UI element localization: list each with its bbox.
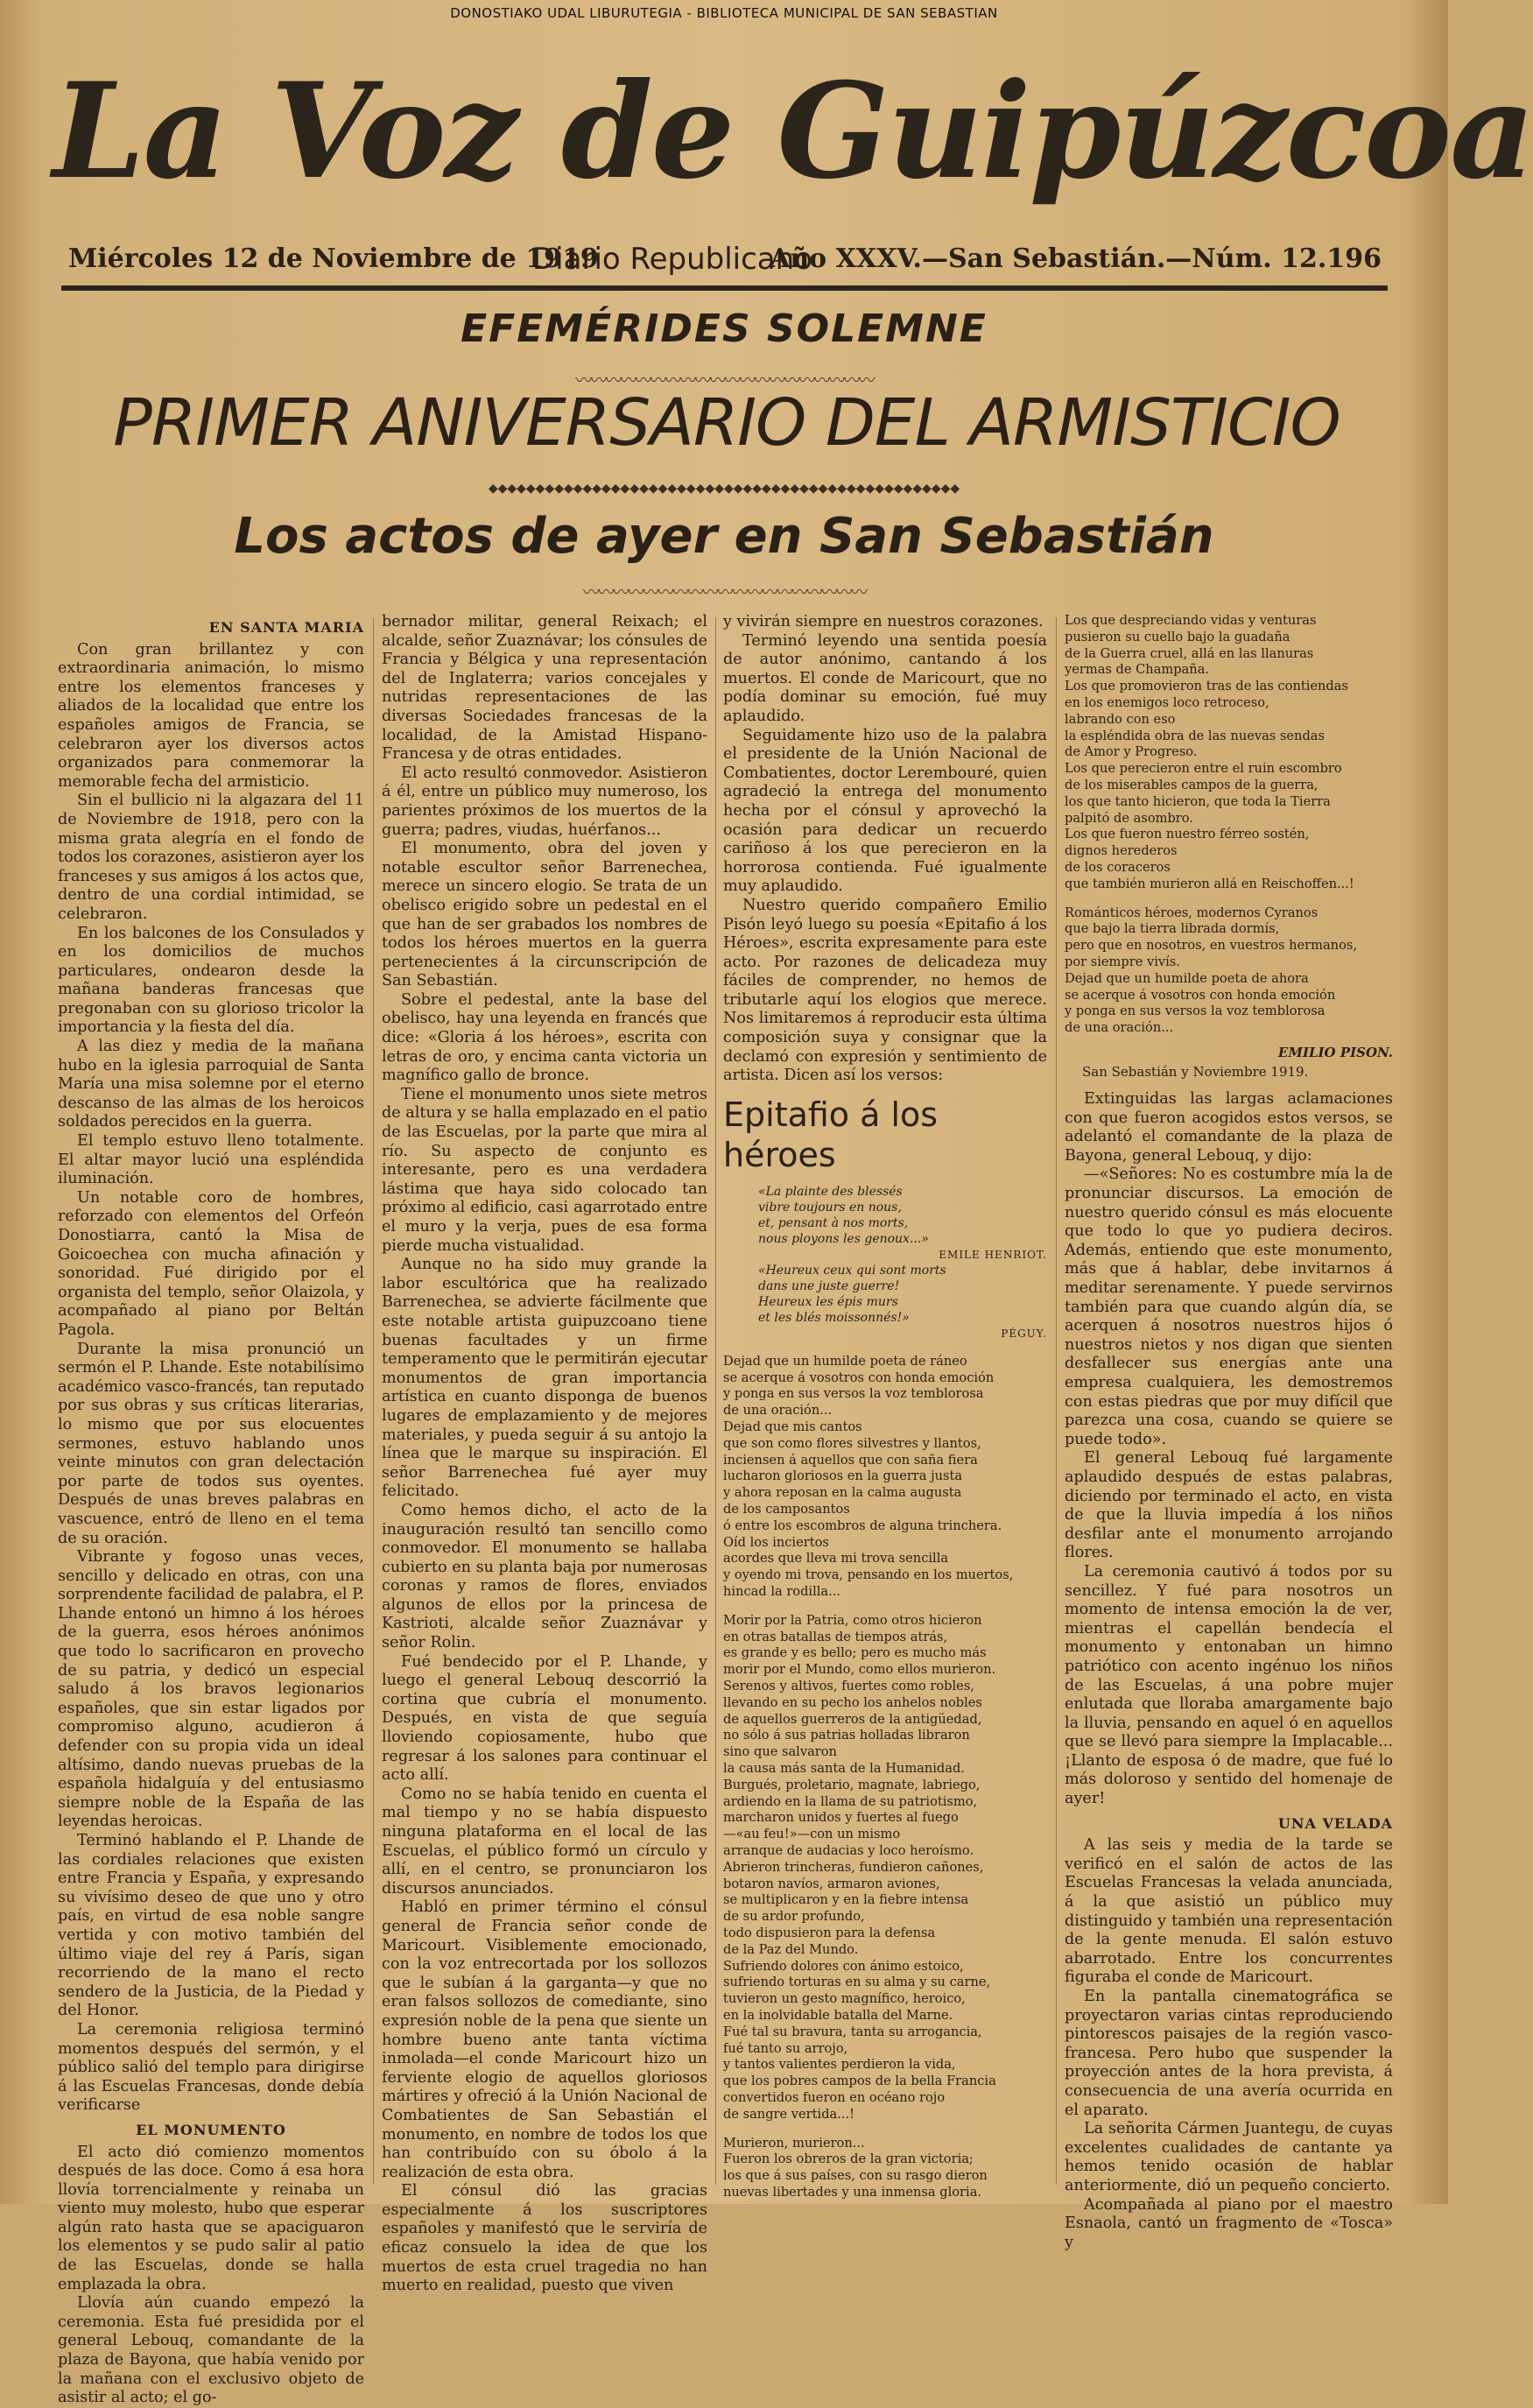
verse-line: ardiendo en la llama de su patriotismo, (723, 1793, 978, 1809)
verse-line: botaron navíos, armaron aviones, (723, 1876, 940, 1891)
column-3 (723, 613, 1047, 2200)
verse-line: Burgués, proletario, magnate, labriego, (723, 1777, 981, 1792)
paragraph: El general Lebouq fué largamente aplaudido después de estas palabras, diciendo por terminado el acto, en vista de que la lluvia impedía á los niños desfilar ante el monumento arrojando flores. (1065, 1449, 1393, 1562)
verse-line: se multiplicaron y en la fiebre intensa (723, 1892, 969, 1908)
paragraph: —«Señores: No es costumbre mía la de pronunciar discursos. La emoción de nuestro querido cónsul es más elocuente que todo lo que yo pudiera deciros. Además, entiendo que este monumento, más que á hablar, debe invitarnos á meditar serenamente. Y puede servirnos también para que cuando algún día, se acerquen á nosotros nuestros hijos ó nuestros nietos y nos digan que sienten desfallecer sus energías ante una empresa cualquiera, les demostremos con estas piedras que por muy difícil que parezca una cosa, cuando se quiere se puede todo». (1065, 1165, 1393, 1448)
paper-subtitle: Diario Republicano (532, 242, 812, 277)
verse-line: y ponga en sus versos la voz temblorosa (723, 1386, 984, 1402)
verse-line: Abrieron trincheras, fundieron cañones, (723, 1859, 984, 1875)
verse-line: en la inolvidable batalla del Marne. (723, 2007, 953, 2023)
verse-line: que también murieron allá en Reischoffen...! (1065, 876, 1354, 891)
paragraph: En la pantalla cinematográfica se proyectaron varias cintas reproduciendo pintorescos paisajes de la región vasco-francesa. Pero hubo que suspender la proyección antes de la hora prevista, á consecuencia de una avería ocurrida en el aparato. (1065, 1988, 1393, 2119)
verse-line: sufriendo torturas en su alma y su carne, (723, 1975, 991, 1990)
verse-line: la espléndida obra de las nuevas sendas (1065, 728, 1325, 743)
verse-line: en los enemigos loco retroceso, (1065, 694, 1269, 710)
verse-line: se acerque á vosotros con honda emoción (723, 1369, 995, 1385)
poem-verse (1065, 613, 1393, 1037)
paragraph: Habló en primer término el cónsul general de Francia señor conde de Maricourt. Visiblemente emocionado, con la voz entrecortada por los sollozos que le subían á la garganta—y que no eran falsos sollozos de comediante, sino expresión noble de la pena que siente un hombre bueno ante tanta víctima inmolada—el conde Maricourt hizo un ferviente elogio de aquellos gloriosos mártires y ofreció á la Unión Nacional de Combatientes de San Sebastián el monumento, en nombre de todos los que han contribuído con su óbolo á la realización de esta obra. (382, 1898, 707, 2181)
verse-line: y ahora reposan en la calma augusta (723, 1485, 962, 1501)
verse-line: los que tanto hicieron, que toda la Tierra (1065, 793, 1331, 809)
verse-line: labrando con eso (1065, 711, 1176, 727)
verse-line: todo dispusieron para la defensa (723, 1925, 936, 1940)
verse-line: de aquellos guerreros de la antigüedad, (723, 1711, 982, 1727)
verse-line: convertidos fueron en océano rojo (723, 2089, 946, 2105)
paragraph: Un notable coro de hombres, reforzado con elementos del Orfeón Donostiarra, cantó la Misa de Goicoechea con mucha afinación y sonoridad. Fué dirigido por el organista del templo, señor Olaizola, y acompañado al piano por Beltán Pagola. (58, 1188, 364, 1339)
paragraph: El cónsul dió las gracias especialmente á los suscriptores españoles y manifestó que le serviría de eficaz consuelo la idea de que los muertos de esta cruel tragedia no han muerto en realidad, puesto que viven (382, 2182, 707, 2295)
column-separator (1056, 617, 1057, 2185)
verse-line: Dejad que un humilde poeta de ráneo (723, 1353, 967, 1369)
verse-line: que bajo la tierra librada dormís, (1065, 921, 1280, 937)
paragraph: Tiene el monumento unos siete metros de altura y se halla emplazado en el patio de las Escuelas, por la parte que mira al río. Su aspecto de conjunto es interesante, pero es una verdadera lástima que haya sido colocado tan próximo al edificio, casi agarrotado entre el muro y la verja, pues de esa forma pierde mucha vistualidad. (382, 1085, 707, 1255)
verse-line: inciensen á aquellos que con saña fiera (723, 1452, 978, 1468)
verse-line: Sufriendo dolores con ánimo estoico, (723, 1958, 964, 1974)
paragraph: En los balcones de los Consulados y en los domicilios de muchos particulares, ondearon desde la mañana banderas francesas que pregonaban con su glorioso tricolor la importancia y la fiesta del día. (58, 924, 364, 1037)
kicker: EFEMÉRIDES SOLEMNE (461, 306, 988, 351)
paragraph: Acompañada al piano por el maestro Esnaola, cantó un fragmento de «Tosca» y (1065, 2195, 1393, 2251)
verse-line: de los miserables campos de la guerra, (1065, 777, 1319, 792)
verse-line: por siempre vivís. (1065, 954, 1180, 969)
verse-line: de la Paz del Mundo. (723, 1941, 859, 1957)
column-2 (382, 613, 707, 2295)
poem-signature: EMILIO PISON. (1277, 1044, 1393, 1060)
verse-line: pero que en nosotros, en vuestros hermanos, (1065, 938, 1357, 954)
verse-line: marcharon unidos y fuertes al fuego (723, 1810, 959, 1826)
paragraph: El acto resultó conmovedor. Asistieron á él, entre un público muy numeroso, los parientes próximos de los muertos de la guerra; padres, viudas, huérfanos... (382, 764, 707, 839)
verse-line: dignos herederos (1065, 843, 1178, 859)
verse-line: Serenos y altivos, fuertes como robles, (723, 1678, 974, 1693)
section-heading: EN SANTA MARIA (208, 619, 364, 636)
paragraph: Sobre el pedestal, ante la base del obelisco, hay una leyenda en francés que dice: «Gloria á los héroes», escrita con letras de oro, y encima canta victoria un magnífico gallo de bronce. (382, 990, 707, 1085)
paragraph: Terminó leyendo una sentida poesía de autor anónimo, cantando á los muertos. El conde de Maricourt, que no podía dominar su emoción, fué muy aplaudido. (723, 631, 1047, 725)
verse-line: y tantos valientes perdieron la vida, (723, 2057, 956, 2073)
paragraph: A las seis y media de la tarde se verificó en el salón de actos de las Escuelas Francesas la velada anunciada, á la que asistió un público muy distinguido y también una representación de la gente menuda. El salón estuvo abarrotado. Entre los concurrentes figuraba el conde de Maricourt. (1065, 1836, 1393, 1987)
masthead-rule (61, 285, 1388, 291)
paragraph: Llovía aún cuando empezó la ceremonia. Esta fué presidida por el general Lebouq, comandante de la plaza de Bayona, que había venido por la mañana con el exclusivo objeto de asistir al acto; el go- (58, 2294, 364, 2407)
column-1 (58, 613, 364, 2407)
ornament-wave: 〰〰〰〰〰〰〰〰〰〰〰〰〰〰〰〰〰〰〰〰 (575, 370, 873, 391)
paragraph: La ceremonia cautivó á todos por su sencillez. Y fué para nosotros un momento de intensa emoción la de ver, mientras el capellán bendecía el monumento y entonaban un himno patriótico con acento ingénuo los niños de las Escuelas, á una pobre mujer enlutada que lloraba amargamente bajo la lluvia, pensando en aquel ó en aquellos que se llevó para siempre la Implacable... ¡Llanto de esposa ó de madre, que fué lo más doloroso y sentido del homenaje de ayer! (1065, 1562, 1393, 1808)
verse-line: Los que perecieron entre el ruin escombro (1065, 761, 1342, 777)
verse-line: Románticos héroes, modernos Cyranos (1065, 905, 1319, 920)
paragraph: Durante la misa pronunció un sermón el P. Lhande. Este notabilísimo académico vasco-francés, tan reputado por sus obras y sus críticas literarias, lo mismo que por sus elocuentes sermones, estuvo hablando unos veinte minutos con gran delectación por parte de todos sus oyentes. Después de unas breves palabras en vascuence, entró de lleno en el tema de su oración. (58, 1340, 364, 1547)
paragraph: Con gran brillantez y con extraordinaria animación, lo mismo entre los elementos franceses y aliados de la localidad que entre los españoles amigos de Francia, se celebraron ayer los diversos actos organizados para conmemorar la memorable fecha del armisticio. (58, 640, 364, 791)
verse-line (1065, 893, 1393, 905)
verse-line: Los que promovieron tras de las contiendas (1065, 679, 1348, 694)
verse-line: hincad la rodilla... (723, 1584, 841, 1599)
section-heading: UNA VELADA (1277, 1814, 1393, 1832)
verse-line: fué tanto su arrojo, (723, 2040, 848, 2056)
paragraph: Sin el bullicio ni la algazara del 11 de Noviembre de 1918, pero con la misma grata alegría en el fondo de todos los corazones, asistieron ayer los franceses y sus amigos á los actos que, dentro de una cordial intimidad, se celebraron. (58, 792, 364, 923)
paragraph: Extinguidas las largas aclamaciones con que fueron acogidos estos versos, se adelantó el comandante de la plaza de Bayona, general Lebouq, y dijo: (1065, 1090, 1393, 1165)
issue-number: Año XXXV.—San Sebastián.—Núm. 12.196 (770, 243, 1382, 274)
verse-line: de una oración... (1065, 1020, 1174, 1036)
verse-line: nuevas libertades y una inmensa gloria. (723, 2184, 982, 2200)
paragraph: y vivirán siempre en nuestros corazones. (723, 613, 1044, 630)
verse-line: Los que despreciando vidas y venturas (1065, 613, 1317, 628)
verse-line: acordes que lleva mi trova sencilla (723, 1551, 949, 1567)
verse-line: —«au feu!»—con un mismo (723, 1827, 901, 1842)
verse-line: Fué tal su bravura, tanta su arrogancia, (723, 2024, 982, 2039)
verse-line: morir por el Mundo, como ellos murieron. (723, 1662, 996, 1678)
verse-line: Dejad que un humilde poeta de ahora (1065, 970, 1309, 986)
verse-line: que son como flores silvestres y llantos, (723, 1435, 981, 1451)
paragraph: Terminó hablando el P. Lhande de las cordiales relaciones que existen entre Francia y España, y expresando su vivísimo deseo de que uno y otro país, en virtud de esa noble sangre vertida y con motivo también del último viaje del rey á París, sigan recorriendo de la mano el recto sendero de la Justicia, de la Piedad y del Honor. (58, 1832, 364, 2020)
subheadline: Los actos de ayer en San Sebastián (234, 508, 1214, 565)
column-4 (1065, 613, 1393, 2251)
paragraph: La ceremonia religiosa terminó momentos después del sermón, y el público salió del templo para dirigirse á las Escuelas Francesas, donde debía verificarse (58, 2020, 364, 2115)
paragraph: El acto dió comienzo momentos después de las doce. Como á esa hora llovía torrencialmente y reinaba un viento muy molesto, hubo que esperar algún rato hasta que se apaciguaron los elementos y se pudo salir al patio de las Escuelas, donde se halla emplazada la obra. (58, 2143, 364, 2293)
verse-line: ó entre los escombros de alguna trinchera. (723, 1517, 1002, 1533)
verse-line: palpitó de asombro. (1065, 810, 1193, 826)
verse-line: de los coraceros (1065, 859, 1171, 875)
verse-line: que los pobres campos de la bella Francia (723, 2074, 996, 2089)
issue-date: Miércoles 12 de Noviembre de 1919 (68, 243, 599, 274)
paragraph: A las diez y media de la mañana hubo en la iglesia parroquial de Santa María una misa solemne por el eterno descanso de las almas de los heroicos soldados perecidos en la guerra. (58, 1038, 364, 1131)
column-separator (715, 617, 716, 2185)
verse-line: lucharon gloriosos en la guerra justa (723, 1468, 963, 1484)
verse-line: de Amor y Progreso. (1065, 744, 1198, 760)
verse-line: en otras batallas de tiempos atrás, (723, 1629, 948, 1644)
ornament-diamonds: ◆◆◆◆◆◆◆◆◆◆◆◆◆◆◆◆◆◆◆◆◆◆◆◆◆◆◆◆◆◆◆◆◆◆◆◆◆◆◆◆◆◆◆◆◆◆◆◆◆◆ (488, 482, 960, 496)
verse-line: no sólo á sus patrias holladas libraron (723, 1728, 970, 1743)
verse-line: Dejad que mis cantos (723, 1419, 862, 1435)
poem-title: Epitafio á los héroes (723, 1095, 939, 1174)
verse-line: es grande y es bello; pero es mucho más (723, 1645, 987, 1661)
verse-line: sino que salvaron (723, 1744, 837, 1760)
verse-line: y oyendo mi trova, pensando en los muertos, (723, 1567, 1014, 1583)
library-watermark: DONOSTIAKO UDAL LIBURUTEGIA - BIBLIOTECA MUNICIPAL DE SAN SEBASTIAN (450, 5, 998, 21)
verse-line: de la Guerra cruel, allá en las llanuras (1065, 645, 1314, 661)
verse-line: arranque de audacias y loco heroísmo. (723, 1842, 974, 1858)
verse-line: Fueron los obreros de la gran victoria; (723, 2151, 974, 2167)
headline: PRIMER ANIVERSARIO DEL ARMISTICIO (113, 385, 1340, 461)
verse-line: llevando en su pecho los anhelos nobles (723, 1694, 982, 1710)
verse-line: de su ardor profundo, (723, 1909, 865, 1925)
verse-line: se acerque á vosotros con honda emoción (1065, 987, 1336, 1003)
epigraph-source: PÉGUY. (1001, 1327, 1047, 1340)
verse-line: Murieron, murieron... (723, 2135, 865, 2151)
verse-line: Los que fueron nuestro férreo sostén, (1065, 827, 1310, 842)
paragraph: Nuestro querido compañero Emilio Pisón leyó luego su poesía «Epitafio á los Héroes», escrita expresamente para este acto. Por razones de delicadeza muy fáciles de comprender, no hemos de tributarle aquí los elogios que merece. Nos limitaremos á reproducir esta última composición suya y consignar que la declamó con expresión y sentimiento de artista. Dicen así los versos: (723, 896, 1047, 1085)
verse-line: tuvieron un gesto magnífico, heroico, (723, 1991, 966, 2007)
paragraph: bernador militar, general Reixach; el alcalde, señor Zuaznávar; los cónsules de Francia y Bélgica y una representación del de Inglaterra; varios concejales y nutridas representaciones de las diversas Sociedades francesas de la localidad, de la Amistad Hispano-Francesa y de otras entidades. (382, 613, 707, 764)
verse-line: de los camposantos (723, 1502, 850, 1517)
verse-line: y ponga en sus versos la voz temblorosa (1065, 1003, 1326, 1019)
epigraph-source: EMILE HENRIOT. (939, 1248, 1047, 1261)
paragraph: Aunque no ha sido muy grande la labor escultórica que ha realizado Barrenechea, se advierte fácilmente que este notable artista guipuzcoano tiene buenas facultades y un firme temperamento que le permitirán ejecutar monumentos de gran importancia artística en cuanto disponga de buenos lugares de emplazamiento y de mejores materiales, y pueda seguir á su antojo la línea que le marque su inspiración. El señor Barrenechea fué ayer muy felicitado. (382, 1256, 707, 1501)
verse-line (723, 1601, 1047, 1613)
verse-line (723, 2123, 1047, 2136)
poem-verse (723, 1354, 1047, 2201)
paragraph: El templo estuvo lleno totalmente. El altar mayor lució una espléndida iluminación. (58, 1132, 364, 1188)
column-separator (373, 617, 374, 2185)
poem-epigraph: «La plainte des blessés vibre toujours en nous, et, pensant à nos morts, nous ployons les genoux...» EMILE HENRIOT. «Heureux ceux qui sont morts dans une juste guerre! Heureux les épis murs et les blés moissonnés!» PÉGUY. (758, 1184, 1047, 1340)
verse-line: los que á sus países, con su rasgo dieron (723, 2168, 988, 2184)
section-heading: EL MONUMENTO (136, 2121, 286, 2138)
verse-line: la causa más santa de la Humanidad. (723, 1760, 965, 1776)
verse-line: Morir por la Patria, como otros hicieron (723, 1612, 982, 1628)
ornament-wave-2: 〰〰〰〰〰〰〰〰〰〰〰〰〰〰〰〰〰〰〰 (582, 581, 866, 602)
dateline (68, 243, 1382, 282)
paragraph: Como no se había tenido en cuenta el mal tiempo y no se había dispuesto ninguna plataforma en el local de las Escuelas, el público formó un círculo y allí, en el centro, se pronunciaron los discursos anunciados. (382, 1785, 707, 1898)
verse-line: Oíd los inciertos (723, 1534, 829, 1550)
paragraph: La señorita Cármen Juantegu, de cuyas excelentes cualidades de cantante ya hemos tenido ocasión de hablar anteriormente, dió un pequeño concierto. (1065, 2120, 1393, 2194)
verse-line: pusieron su cuello bajo la guadaña (1065, 629, 1290, 644)
verse-line: de una oración... (723, 1403, 833, 1419)
paragraph: Seguidamente hizo uso de la palabra el presidente de la Unión Nacional de Combatientes, doctor Lerembouré, quien agradeció la entrega del monumento hecha por el cónsul y aprovechó la ocasión para dedicar un recuerdo cariñoso á los que perecieron en la horrorosa contienda. Fué igualmente muy aplaudido. (723, 726, 1047, 896)
verse-line: de sangre vertida...! (723, 2106, 855, 2122)
masthead: La Voz de Guipúzcoa (53, 54, 1533, 208)
paragraph: Como hemos dicho, el acto de la inauguración resultó tan sencillo como conmovedor. El monumento se hallaba cubierto en su planta baja por numerosas coronas y ramos de flores, enviados algunos de ellos por la princesa de Kastrioti, alcalde señor Zuaznávar y señor Rolin. (382, 1501, 707, 1652)
verse-line: yermas de Champaña. (1065, 662, 1210, 678)
paragraph: El monumento, obra del joven y notable escultor señor Barrenechea, merece un sincero elogio. Se trata de un obelisco erigido sobre un pedestal en el que han de ser grabados los nombres de todos los héroes muertos en la guerra pertenecientes á la circunscripción de San Sebastián. (382, 840, 707, 990)
paragraph: Vibrante y fogoso unas veces, sencillo y delicado en otras, con una sorprendente facilidad de palabra, el P. Lhande entonó un himno á los héroes de la guerra, esos héroes anónimos que todo lo sacrificaron en provecho de su patria, y dedicó un especial saludo á los bravos legionarios españoles, que sin estar ligados por compromiso alguno, acudieron á defender con su propia vida un ideal altísimo, dando nuevas pruebas de la española hidalguía y del entusiasmo siempre noble de la España de las leyendas heroicas. (58, 1548, 364, 1831)
paragraph: Fué bendecido por el P. Lhande, y luego el general Lebouq descorrió la cortina que cubría el monumento. Después, en vista de que seguía lloviendo copiosamente, hubo que regresar á los salones para continuar el acto allí. (382, 1652, 707, 1785)
poem-date: San Sebastián y Noviembre 1919. (1082, 1063, 1309, 1080)
